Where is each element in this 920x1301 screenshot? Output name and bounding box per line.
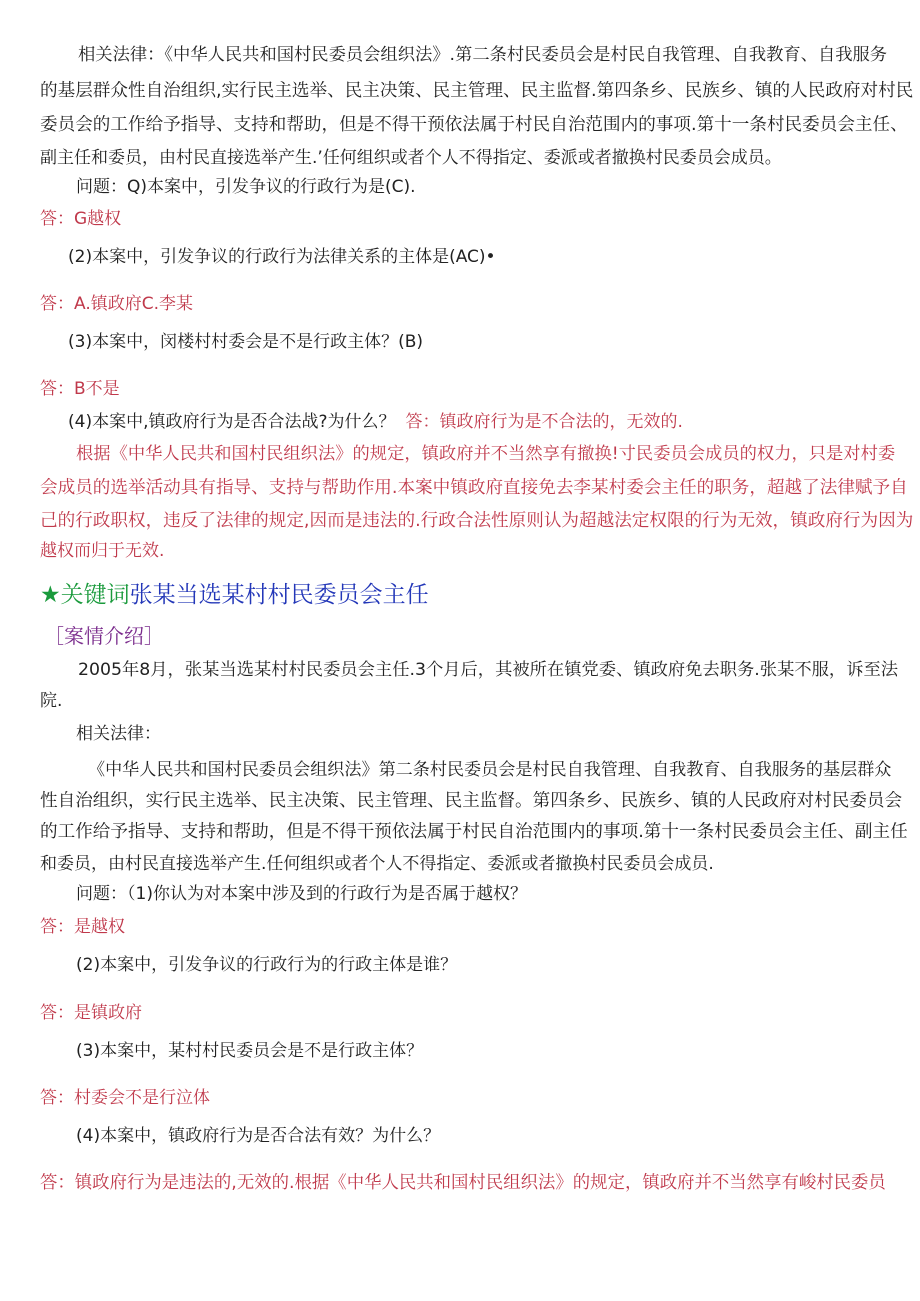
question-4: (4)本案中，镇政府行为是否合法有效？为什么？ [76, 1126, 441, 1146]
question-4 [68, 411, 683, 433]
keyword-heading [40, 581, 429, 609]
question-2: (2)本案中，引发争议的行政行为的行政主体是谁？ [76, 955, 458, 975]
law-line: 的工作给予指导、支持和帮助，但是不得干预依法属于村民自治范围内的事项.第十一条村民委员会主任、副主任 [40, 822, 908, 842]
law-line: 和委员，由村民直接选举产生.任何组织或者个人不得指定、委派或者撤换村民委员会成员. [40, 854, 714, 874]
answer-4: 答：镇政府行为是违法的,无效的.根据《中华人民共和国村民组织法》的规定，镇政府并不当然享有峻村民委员 [40, 1173, 886, 1193]
law-label: 相关法律： [76, 724, 161, 744]
answer-2: 答：A.镇政府C.李某 [40, 294, 194, 314]
answer-4-line: 根据《中华人民共和国村民组织法》的规定，镇政府并不当然享有撤换!寸民委员会成员的权力，只是对村委 [76, 444, 896, 464]
answer-3: 答：B不是 [40, 379, 120, 399]
intro-line: 2005年8月，张某当选某村村民委员会主任.3个月后，其被所在镇党委、镇政府免去职务.张某不服，诉至法 [78, 660, 899, 680]
law-line: 《中华人民共和国村民委员会组织法》第二条村民委员会是村民自我管理、自我教育、自我服务的基层群众 [88, 760, 892, 780]
question-3: (3)本案中，某村村民委员会是不是行政主体？ [76, 1041, 424, 1061]
law-line: 相关法律：《中华人民共和国村民委员会组织法》.第二条村民委员会是村民自我管理、自我教育、自我服务 [78, 45, 888, 65]
intro-line: 院. [40, 691, 63, 711]
law-line: 的基层群众性自治组织,实行民主选举、民主决策、民主管理、民主监督.第四条乡、民族乡、镇的人民政府对村民 [40, 81, 914, 101]
answer-1: 答：是越权 [40, 917, 125, 937]
keyword-prefix: ★关键词 [40, 582, 130, 608]
answer-3: 答：村委会不是行泣体 [40, 1088, 210, 1108]
answer-4-line: 越权而归于无效. [40, 541, 165, 561]
question-3: (3)本案中，闵楼村村委会是不是行政主体？(B) [68, 332, 424, 352]
law-line: 委员会的工作给予指导、支持和帮助，但是不得干预依法属于村民自治范围内的事项.第十一条村民委员会主任、 [40, 115, 908, 135]
law-line: 副主任和委员，由村民直接选举产生.’任何组织或者个人不得指定、委派或者撤换村民委员会成员。 [40, 148, 782, 168]
answer-1: 答：G越权 [40, 209, 122, 229]
answer-4-line: 会成员的选举活动具有指导、支持与帮助作用.本案中镇政府直接免去李某村委会主任的职务，超越了法律赋予自 [40, 478, 908, 498]
law-line: 性自治组织，实行民主选举、民主决策、民主管理、民主监督。第四条乡、民族乡、镇的人民政府对村民委员会 [40, 791, 903, 811]
keyword-title: 张某当选某村村民委员会主任 [129, 582, 429, 608]
answer-4-inline: 答：镇政府行为是不合法的，无效的. [405, 412, 683, 432]
answer-2: 答：是镇政府 [40, 1003, 142, 1023]
answer-4-line: 己的行政职权，违反了法律的规定,因而是违法的.行政合法性原则认为超越法定权限的行为无效，镇政府行为因为 [40, 511, 914, 531]
case-heading: ［案情介绍］ [44, 624, 164, 648]
question-2: (2)本案中，引发争议的行政行为法律关系的主体是(AC)• [68, 247, 496, 267]
question-4-text: (4)本案中,镇政府行为是否合法战?为什么？ [68, 412, 396, 432]
question-1: 问题：（1)你认为对本案中涉及到的行政行为是否属于越权？ [76, 884, 527, 904]
question-1: 问题：Q)本案中，引发争议的行政行为是(C). [76, 177, 416, 197]
